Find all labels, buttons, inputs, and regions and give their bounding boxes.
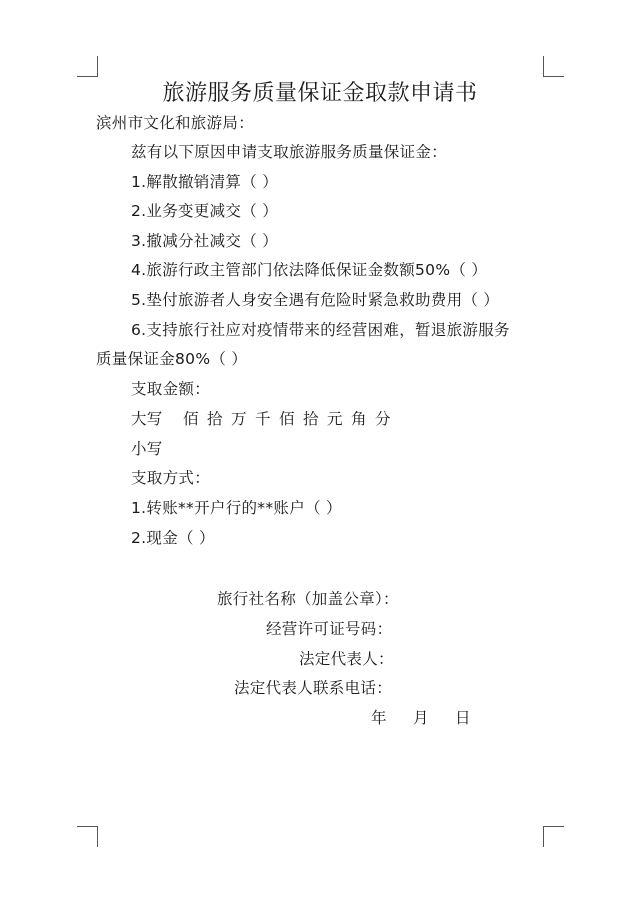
agency-name-label: 旅行社名称（加盖公章）： <box>217 590 399 608</box>
reason-item: 6.支持旅行社应对疫情带来的经营困难，暂退旅游服务 <box>131 321 510 339</box>
reason-item-continued: 质量保证金80%（ ） <box>96 350 248 368</box>
amount-unit: 千 <box>255 410 271 428</box>
reason-item: 2.业务变更减交（ ） <box>131 202 279 220</box>
amount-upper-label: 大写 <box>131 410 163 428</box>
crop-mark-bottom-right <box>543 826 564 847</box>
amount-unit: 佰 <box>183 410 199 428</box>
amount-upper-row <box>131 408 399 430</box>
amount-lower-label: 小写 <box>131 440 163 458</box>
reason-item: 3.撤减分社减交（ ） <box>131 232 279 250</box>
amount-unit: 拾 <box>207 410 223 428</box>
amount-unit: 佰 <box>279 410 295 428</box>
addressee: 滨州市文化和旅游局： <box>96 114 255 132</box>
amount-unit: 角 <box>351 410 367 428</box>
date-day: 日 <box>455 709 471 727</box>
crop-mark-bottom-left <box>77 826 98 847</box>
license-number-label: 经营许可证号码： <box>266 620 393 638</box>
legal-representative-phone-label: 法定代表人联系电话： <box>234 679 393 697</box>
amount-unit: 万 <box>231 410 247 428</box>
crop-mark-top-left <box>77 56 98 77</box>
date-year: 年 <box>371 709 387 727</box>
crop-mark-top-right <box>543 56 564 77</box>
legal-representative-label: 法定代表人： <box>299 650 394 668</box>
method-item: 2.现金（ ） <box>131 529 215 547</box>
reason-item: 4.旅游行政主管部门依法降低保证金数额50%（ ） <box>131 261 488 279</box>
document-title: 旅游服务质量保证金取款申请书 <box>162 81 478 106</box>
amount-label: 支取金额： <box>131 380 211 398</box>
method-label: 支取方式： <box>131 469 211 487</box>
method-item: 1.转账**开户行的**账户（ ） <box>131 499 342 517</box>
reason-item: 5.垫付旅游者人身安全遇有危险时紧急救助费用（ ） <box>131 291 500 309</box>
date-month: 月 <box>413 709 429 727</box>
amount-unit: 拾 <box>303 410 319 428</box>
reason-item: 1.解散撤销清算（ ） <box>131 173 279 191</box>
intro-text: 兹有以下原因申请支取旅游服务质量保证金： <box>131 143 448 161</box>
amount-unit: 分 <box>375 410 391 428</box>
amount-unit: 元 <box>327 410 343 428</box>
